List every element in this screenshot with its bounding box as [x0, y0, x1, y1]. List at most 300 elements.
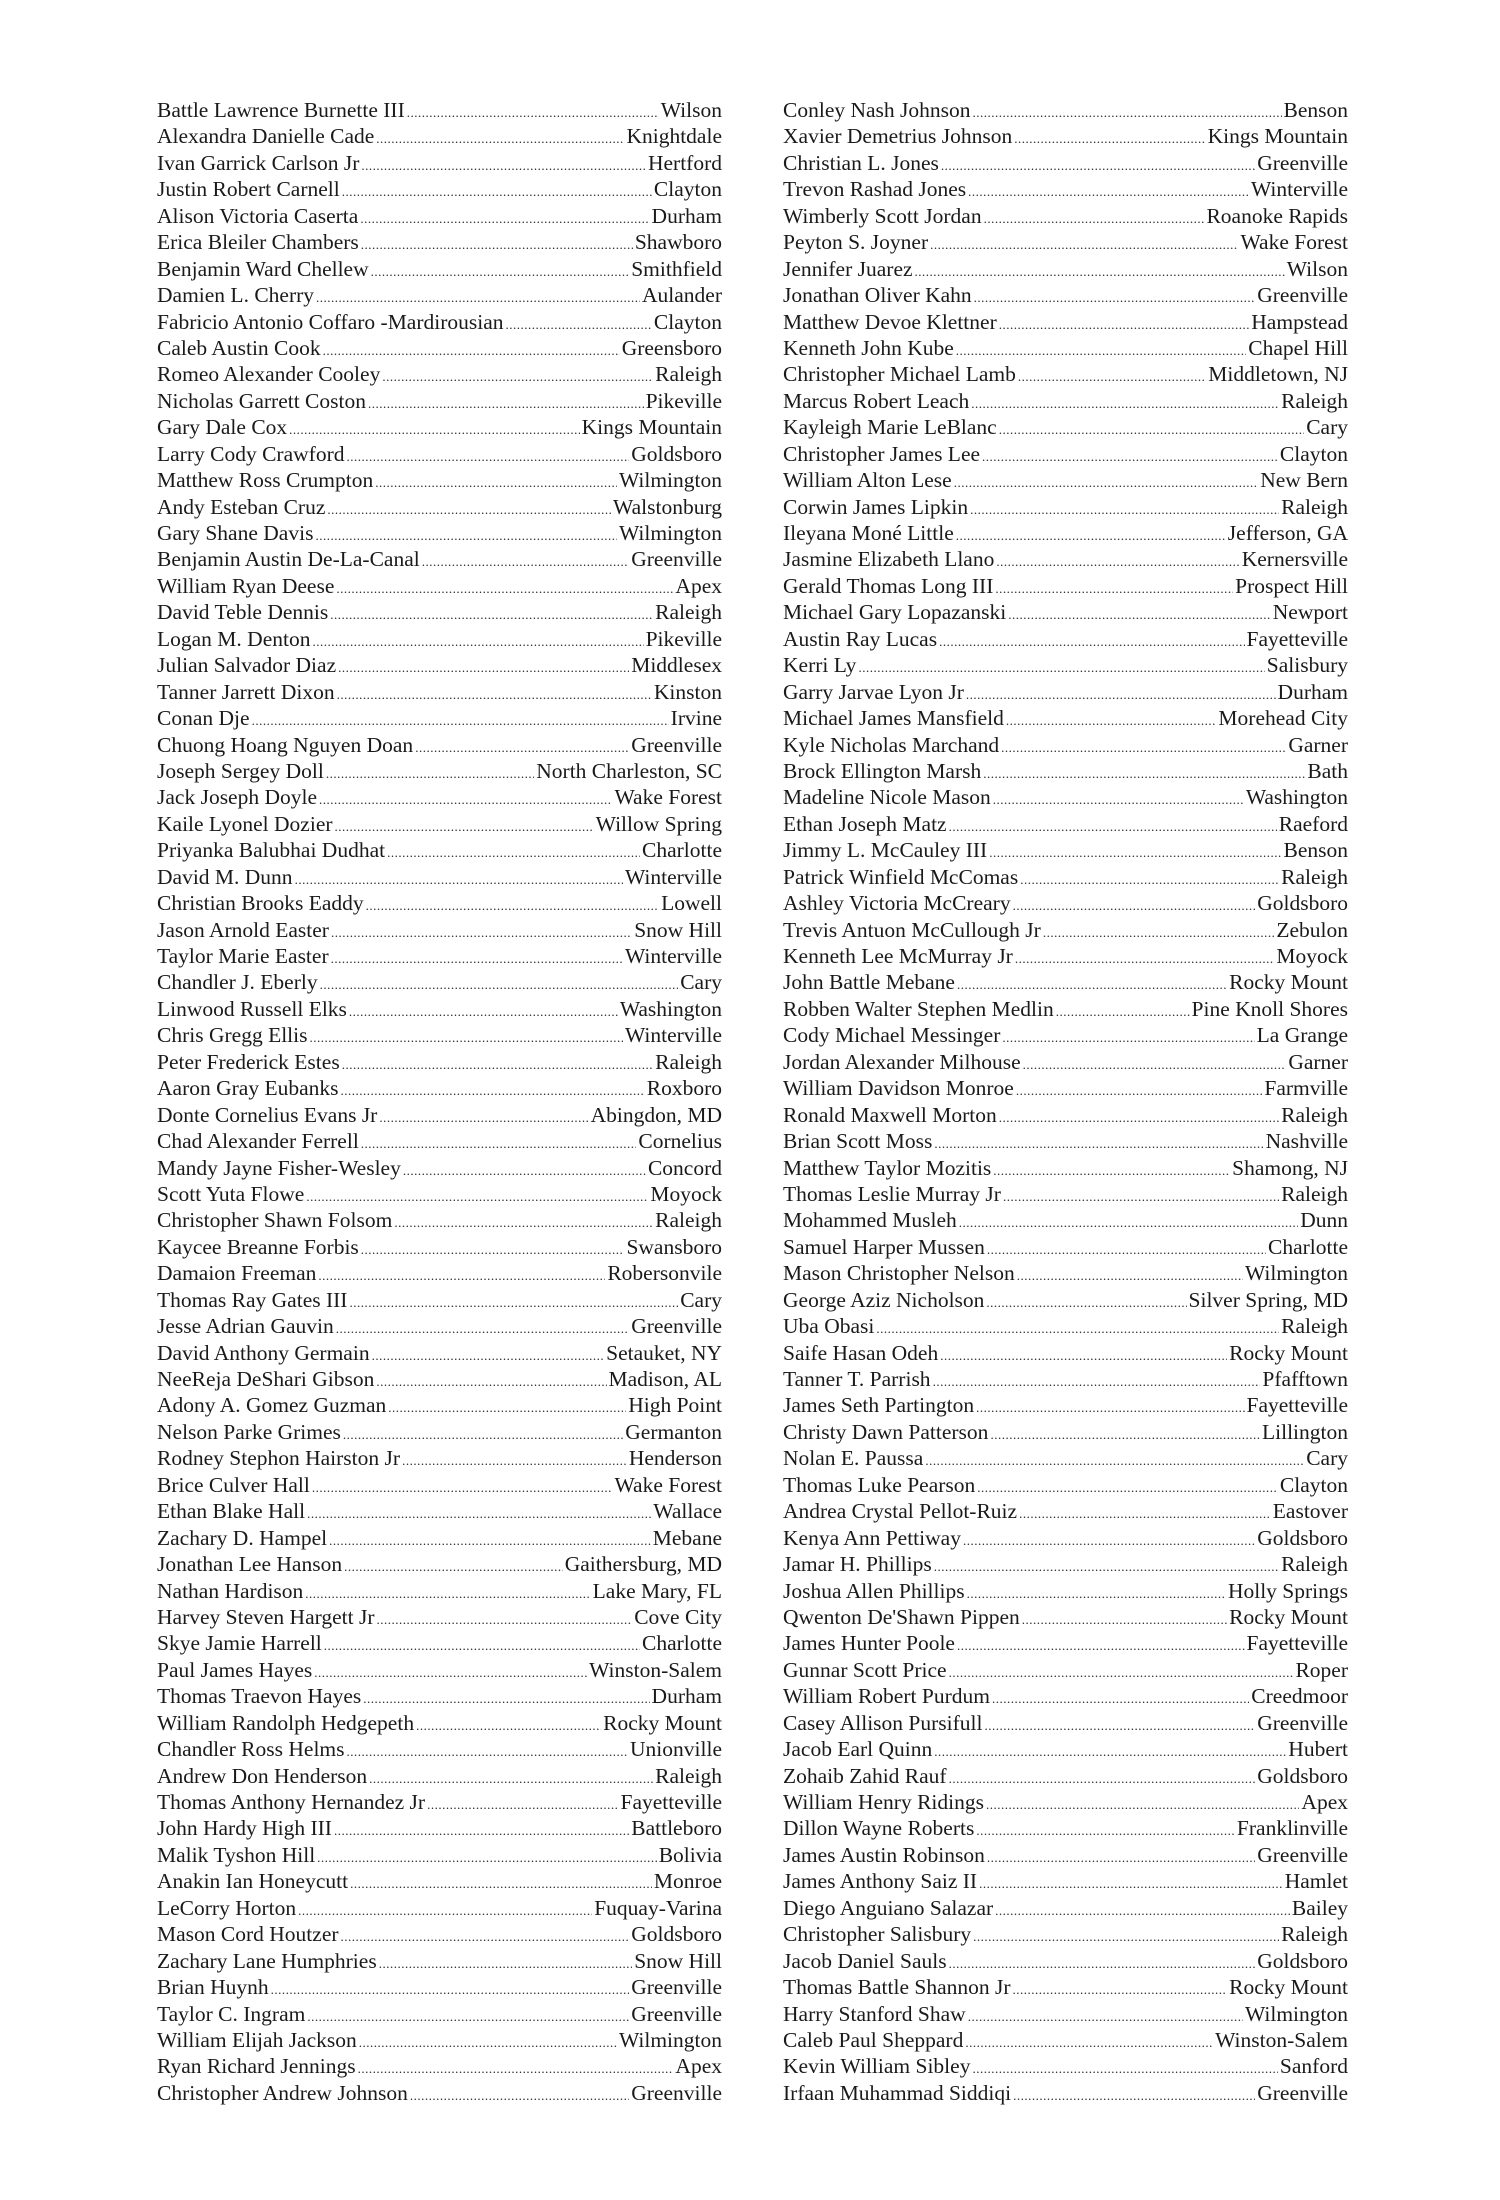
- list-entry: [783, 335, 1348, 361]
- entry-name: Jason Arnold Easter: [157, 917, 329, 942]
- entry-name: Conan Dje: [157, 706, 250, 731]
- dot-leader: [298, 1898, 592, 1924]
- dot-leader: [376, 126, 624, 152]
- entry-hometown: La Grange: [1256, 1023, 1348, 1048]
- list-entry: [783, 229, 1348, 255]
- entry-hometown: Farmville: [1264, 1076, 1348, 1101]
- dot-leader: [317, 1845, 657, 1871]
- entry-name: Irfaan Muhammad Siddiqi: [783, 2080, 1012, 2105]
- entry-name: Dillon Wayne Roberts: [783, 1816, 975, 1841]
- list-entry: [157, 467, 722, 493]
- entry-hometown: Moyock: [1276, 944, 1348, 968]
- entry-name: Joshua Allen Phillips: [783, 1578, 965, 1603]
- list-entry: [157, 1207, 722, 1233]
- entry-hometown: Charlotte: [641, 1631, 722, 1656]
- list-entry: [157, 1974, 722, 2000]
- entry-hometown: Durham: [651, 1684, 722, 1709]
- dot-leader: [995, 576, 1233, 602]
- entry-hometown: Greenville: [631, 1975, 722, 2000]
- list-entry: [157, 679, 722, 705]
- entry-hometown: Pikeville: [645, 388, 722, 413]
- entry-name: David Teble Dennis: [157, 600, 329, 625]
- list-entry: [783, 1260, 1348, 1286]
- list-entry: [783, 1578, 1348, 1604]
- dot-leader: [336, 1316, 630, 1342]
- dot-leader: [954, 470, 1259, 496]
- list-entry: [783, 1287, 1348, 1313]
- entry-hometown: Rocky Mount: [1229, 1340, 1348, 1365]
- entry-hometown: Fayetteville: [1246, 1631, 1348, 1656]
- entry-name: Jordan Alexander Milhouse: [783, 1049, 1021, 1074]
- entry-name: Saife Hasan Odeh: [783, 1340, 939, 1365]
- dot-leader: [1001, 735, 1286, 761]
- list-entry: [783, 520, 1348, 546]
- entry-hometown: Mebane: [652, 1525, 722, 1550]
- entry-name: NeeReja DeShari Gibson: [157, 1367, 375, 1391]
- list-entry: [157, 282, 722, 308]
- entry-name: LeCorry Horton: [157, 1895, 297, 1920]
- dot-leader: [959, 1210, 1298, 1236]
- list-entry: [157, 1683, 722, 1709]
- dot-leader: [1016, 1078, 1263, 1104]
- dot-leader: [347, 1739, 629, 1765]
- entry-name: Linwood Russell Elks: [157, 996, 347, 1021]
- entry-hometown: Snow Hill: [634, 1948, 722, 1973]
- entry-name: Thomas Leslie Murray Jr: [783, 1181, 1001, 1206]
- list-entry: [157, 150, 722, 176]
- entry-hometown: Wilmington: [1244, 2001, 1348, 2026]
- entry-name: James Anthony Saiz II: [783, 1869, 978, 1894]
- list-entry: [157, 97, 722, 123]
- entry-name: David Anthony Germain: [157, 1340, 370, 1365]
- entry-hometown: Raleigh: [1281, 1922, 1348, 1947]
- entry-name: Jacob Earl Quinn: [783, 1737, 933, 1762]
- entry-name: Kayleigh Marie LeBlanc: [783, 415, 997, 440]
- dot-leader: [986, 1290, 1186, 1316]
- entry-name: Romeo Alexander Cooley: [157, 362, 381, 387]
- entry-name: Chandler J. Eberly: [157, 970, 318, 995]
- list-entry: [783, 573, 1348, 599]
- entry-hometown: Gaithersburg, MD: [564, 1552, 722, 1577]
- dot-leader: [382, 364, 653, 390]
- entry-name: Andrea Crystal Pellot-Ruiz: [783, 1499, 1018, 1524]
- entry-hometown: Winston-Salem: [1215, 2027, 1348, 2052]
- list-entry: [157, 890, 722, 916]
- list-entry: [783, 282, 1348, 308]
- name-list-right-column: [783, 97, 1348, 2106]
- entry-name: James Seth Partington: [783, 1393, 975, 1418]
- dot-leader: [379, 1105, 588, 1131]
- entry-hometown: Sanford: [1279, 2054, 1348, 2079]
- dot-leader: [1008, 602, 1270, 628]
- list-entry: [157, 1049, 722, 1075]
- entry-hometown: Benson: [1283, 838, 1348, 863]
- dot-leader: [366, 893, 659, 919]
- list-entry: [157, 441, 722, 467]
- list-entry: [157, 309, 722, 335]
- entry-name: Jonathan Lee Hanson: [157, 1552, 343, 1577]
- list-entry: [157, 414, 722, 440]
- entry-name: Samuel Harper Mussen: [783, 1234, 985, 1259]
- entry-name: Julian Salvador Diaz: [157, 653, 337, 678]
- entry-name: Kenya Ann Pettiway: [783, 1525, 961, 1550]
- entry-hometown: Cary: [680, 1287, 722, 1312]
- entry-name: Zachary D. Hampel: [157, 1525, 328, 1550]
- entry-name: Paul James Hayes: [157, 1657, 313, 1682]
- entry-hometown: Holly Springs: [1227, 1578, 1348, 1603]
- dot-leader: [331, 920, 632, 946]
- entry-hometown: Chapel Hill: [1248, 335, 1348, 360]
- list-entry: [783, 309, 1348, 335]
- dot-leader: [349, 999, 618, 1025]
- list-entry: [157, 1630, 722, 1656]
- entry-hometown: Hampstead: [1251, 309, 1348, 334]
- entry-name: Tanner T. Parrish: [783, 1367, 931, 1391]
- entry-name: Jesse Adrian Gauvin: [157, 1314, 334, 1339]
- entry-name: Battle Lawrence Burnette III: [157, 98, 405, 122]
- entry-hometown: Apex: [675, 2054, 722, 2079]
- entry-hometown: Monroe: [653, 1869, 722, 1894]
- dot-leader: [949, 1660, 1294, 1686]
- dot-leader: [361, 1131, 637, 1157]
- entry-name: Chad Alexander Ferrell: [157, 1129, 359, 1154]
- entry-hometown: Bolivia: [658, 1842, 722, 1867]
- list-entry: [783, 388, 1348, 414]
- list-entry: [157, 784, 722, 810]
- entry-name: Nathan Hardison: [157, 1578, 304, 1603]
- entry-name: Qwenton De'Shawn Pippen: [783, 1604, 1020, 1629]
- dot-leader: [361, 153, 646, 179]
- list-entry: [783, 176, 1348, 202]
- entry-hometown: Garner: [1288, 1049, 1348, 1074]
- list-entry: [783, 2080, 1348, 2106]
- list-entry: [157, 943, 722, 969]
- entry-hometown: Hamlet: [1284, 1869, 1348, 1894]
- entry-hometown: Kings Mountain: [581, 415, 722, 440]
- list-entry: [157, 969, 722, 995]
- dot-leader: [972, 2056, 1277, 2082]
- entry-hometown: Lowell: [661, 891, 722, 916]
- entry-name: Chandler Ross Helms: [157, 1737, 345, 1762]
- entry-hometown: Swansboro: [626, 1234, 722, 1259]
- entry-hometown: Wilmington: [618, 468, 722, 493]
- dot-leader: [394, 1210, 653, 1236]
- entry-name: Jacob Daniel Sauls: [783, 1948, 947, 1973]
- list-entry: [157, 1604, 722, 1630]
- entry-name: Garry Jarvae Lyon Jr: [783, 679, 964, 704]
- entry-hometown: Washington: [1245, 785, 1348, 810]
- list-entry: [783, 1181, 1348, 1207]
- list-entry: [783, 1789, 1348, 1815]
- entry-name: Thomas Anthony Hernandez Jr: [157, 1790, 426, 1814]
- dot-leader: [976, 1818, 1235, 1844]
- entry-hometown: Pfafftown: [1262, 1367, 1348, 1391]
- list-entry: [783, 996, 1348, 1022]
- entry-hometown: Battleboro: [631, 1816, 722, 1841]
- list-entry: [157, 1234, 722, 1260]
- entry-name: Ryan Richard Jennings: [157, 2054, 356, 2079]
- list-entry: [157, 1578, 722, 1604]
- list-entry: [157, 1948, 722, 1974]
- dot-leader: [310, 1025, 623, 1051]
- entry-name: William Ryan Deese: [157, 573, 335, 598]
- entry-name: Taylor Marie Easter: [157, 944, 329, 968]
- list-entry: [157, 573, 722, 599]
- entry-name: William Henry Ridings: [783, 1790, 984, 1814]
- list-entry: [783, 1895, 1348, 1921]
- list-entry: [157, 256, 722, 282]
- list-entry: [157, 494, 722, 520]
- dot-leader: [963, 1528, 1255, 1554]
- list-entry: [783, 467, 1348, 493]
- list-entry: [783, 890, 1348, 916]
- entry-hometown: Apex: [675, 573, 722, 598]
- entry-name: Peyton S. Joyner: [783, 230, 929, 255]
- entry-hometown: Goldsboro: [631, 441, 722, 466]
- list-entry: [157, 1815, 722, 1841]
- list-entry: [783, 758, 1348, 784]
- list-entry: [783, 1313, 1348, 1339]
- entry-hometown: Fayetteville: [620, 1790, 722, 1814]
- entry-name: Xavier Demetrius Johnson: [783, 124, 1013, 149]
- entry-hometown: Creedmoor: [1251, 1684, 1348, 1709]
- list-entry: [157, 1710, 722, 1736]
- dot-leader: [271, 1977, 630, 2003]
- entry-hometown: Washington: [619, 996, 722, 1021]
- dot-leader: [1013, 893, 1256, 919]
- entry-hometown: Unionville: [630, 1737, 722, 1762]
- entry-hometown: Raleigh: [1281, 1181, 1348, 1206]
- entry-hometown: Greensboro: [621, 335, 722, 360]
- dot-leader: [982, 444, 1278, 470]
- entry-hometown: Greenville: [1257, 2080, 1348, 2105]
- dot-leader: [359, 2030, 617, 2056]
- list-entry: [783, 1657, 1348, 1683]
- dot-leader: [977, 1475, 1278, 1501]
- dot-leader: [387, 840, 640, 866]
- list-entry: [783, 546, 1348, 572]
- entry-name: Michael Gary Lopazanski: [783, 600, 1007, 625]
- entry-hometown: Greenville: [631, 2080, 722, 2105]
- list-entry: [783, 1948, 1348, 1974]
- list-entry: [157, 1789, 722, 1815]
- entry-name: William Davidson Monroe: [783, 1076, 1014, 1101]
- entry-hometown: Rocky Mount: [603, 1710, 722, 1735]
- entry-name: Nicholas Garrett Coston: [157, 388, 366, 413]
- entry-name: Christopher Shawn Folsom: [157, 1208, 393, 1233]
- entry-name: Chuong Hoang Nguyen Doan: [157, 732, 414, 757]
- list-entry: [783, 679, 1348, 705]
- list-entry: [783, 1366, 1348, 1392]
- entry-hometown: Wilson: [660, 98, 722, 122]
- list-entry: [157, 837, 722, 863]
- dot-leader: [336, 576, 673, 602]
- entry-name: Christopher James Lee: [783, 441, 981, 466]
- entry-hometown: Wilmington: [1244, 1261, 1348, 1286]
- list-entry: [157, 1895, 722, 1921]
- entry-name: Damaion Freeman: [157, 1261, 317, 1286]
- list-entry: [157, 203, 722, 229]
- entry-name: Jimmy L. McCauley III: [783, 838, 988, 863]
- dot-leader: [990, 1422, 1260, 1448]
- dot-leader: [995, 1898, 1290, 1924]
- dot-leader: [342, 1052, 653, 1078]
- dot-leader: [319, 787, 612, 813]
- entry-hometown: Robersonvile: [607, 1261, 722, 1286]
- entry-name: Harry Stanford Shaw: [783, 2001, 966, 2026]
- entry-hometown: Raleigh: [655, 1763, 722, 1788]
- dot-leader: [388, 1395, 626, 1421]
- entry-name: Matthew Devoe Klettner: [783, 309, 997, 334]
- dot-leader: [427, 1792, 618, 1818]
- list-entry: [157, 1472, 722, 1498]
- list-entry: [157, 1551, 722, 1577]
- list-entry: [783, 1049, 1348, 1075]
- list-entry: [783, 917, 1348, 943]
- entry-name: Logan M. Denton: [157, 626, 311, 651]
- list-entry: [783, 1340, 1348, 1366]
- entry-name: Corwin James Lipkin: [783, 494, 969, 519]
- entry-name: Brock Ellington Marsh: [783, 758, 982, 783]
- list-entry: [157, 388, 722, 414]
- list-entry: [157, 1842, 722, 1868]
- entry-hometown: Kinston: [653, 679, 722, 704]
- dot-leader: [376, 1369, 606, 1395]
- entry-name: Ivan Garrick Carlson Jr: [157, 150, 360, 175]
- dot-leader: [996, 549, 1239, 575]
- list-entry: [157, 1392, 722, 1418]
- entry-hometown: Henderson: [628, 1446, 722, 1471]
- dot-leader: [344, 1554, 563, 1580]
- dot-leader: [338, 655, 629, 681]
- dot-leader: [1003, 1184, 1279, 1210]
- dot-leader: [941, 153, 1255, 179]
- entry-name: Skye Jamie Harrell: [157, 1631, 322, 1656]
- entry-hometown: Winterville: [624, 944, 722, 968]
- entry-name: William Robert Purdum: [783, 1684, 990, 1709]
- entry-name: Donte Cornelius Evans Jr: [157, 1102, 378, 1127]
- dot-leader: [987, 1845, 1255, 1871]
- entry-hometown: Clayton: [1279, 441, 1348, 466]
- entry-name: Kevin William Sibley: [783, 2054, 971, 2079]
- entry-name: Larry Cody Crawford: [157, 441, 345, 466]
- entry-name: Trevon Rashad Jones: [783, 177, 967, 202]
- list-entry: [783, 626, 1348, 652]
- dot-leader: [956, 523, 1226, 549]
- entry-name: Fabricio Antonio Coffaro -Mardirousian: [157, 309, 504, 334]
- entry-hometown: Wake Forest: [614, 785, 722, 810]
- list-entry: [783, 943, 1348, 969]
- entry-hometown: Middlesex: [631, 653, 722, 678]
- entry-name: Rodney Stephon Hairston Jr: [157, 1446, 401, 1471]
- entry-hometown: Winterville: [624, 1023, 722, 1048]
- list-entry: [783, 123, 1348, 149]
- entry-name: Alison Victoria Caserta: [157, 203, 359, 228]
- list-entry: [783, 1974, 1348, 2000]
- entry-hometown: Goldsboro: [1257, 891, 1348, 916]
- entry-hometown: Pine Knoll Shores: [1191, 996, 1348, 1021]
- entry-name: Justin Robert Carnell: [157, 177, 340, 202]
- list-entry: [157, 1763, 722, 1789]
- entry-name: William Elijah Jackson: [157, 2027, 357, 2052]
- entry-hometown: Jefferson, GA: [1227, 521, 1348, 545]
- dot-leader: [1018, 364, 1206, 390]
- list-entry: [783, 1921, 1348, 1947]
- list-entry: [157, 2053, 722, 2079]
- dot-leader: [1056, 999, 1190, 1025]
- dot-leader: [999, 312, 1250, 338]
- list-entry: [783, 494, 1348, 520]
- list-entry: [783, 150, 1348, 176]
- entry-hometown: Smithfield: [631, 256, 722, 281]
- entry-name: David M. Dunn: [157, 864, 293, 889]
- entry-hometown: Goldsboro: [1257, 1525, 1348, 1550]
- entry-name: Patrick Winfield McComas: [783, 864, 1019, 889]
- dot-leader: [330, 602, 653, 628]
- entry-name: Ethan Joseph Matz: [783, 811, 947, 836]
- dot-leader: [342, 179, 652, 205]
- list-entry: [783, 1128, 1348, 1154]
- dot-leader: [407, 100, 659, 126]
- entry-hometown: Clayton: [653, 309, 722, 334]
- entry-name: Mohammed Musleh: [783, 1208, 957, 1233]
- dot-leader: [361, 1237, 625, 1263]
- list-entry: [783, 2001, 1348, 2027]
- dot-leader: [993, 1158, 1230, 1184]
- entry-name: Gary Dale Cox: [157, 415, 288, 440]
- entry-name: Benjamin Austin De-La-Canal: [157, 547, 420, 572]
- list-entry: [783, 256, 1348, 282]
- entry-hometown: Wilson: [1286, 256, 1348, 281]
- list-entry: [783, 864, 1348, 890]
- list-entry: [157, 1287, 722, 1313]
- entry-hometown: Fayetteville: [1246, 1393, 1348, 1418]
- list-entry: [783, 732, 1348, 758]
- entry-name: Trevis Antuon McCullough Jr: [783, 917, 1041, 942]
- entry-name: Nolan E. Paussa: [783, 1446, 924, 1471]
- list-entry: [157, 1736, 722, 1762]
- list-entry: [783, 1445, 1348, 1471]
- entry-name: Nelson Parke Grimes: [157, 1419, 341, 1444]
- list-entry: [157, 1340, 722, 1366]
- list-entry: [783, 1551, 1348, 1577]
- list-entry: [157, 626, 722, 652]
- entry-name: Ileyana Moné Little: [783, 521, 954, 545]
- list-entry: [783, 1102, 1348, 1128]
- list-entry: [783, 1842, 1348, 1868]
- entry-hometown: Bailey: [1291, 1895, 1348, 1920]
- list-entry: [783, 1498, 1348, 1524]
- entry-name: Andrew Don Henderson: [157, 1763, 368, 1788]
- entry-hometown: Lillington: [1262, 1419, 1348, 1444]
- dot-leader: [989, 840, 1281, 866]
- entry-hometown: Winterville: [624, 864, 722, 889]
- entry-hometown: Abingdon, MD: [590, 1102, 722, 1127]
- list-entry: [783, 2027, 1348, 2053]
- entry-hometown: Knightdale: [626, 124, 722, 149]
- list-entry: [783, 1868, 1348, 1894]
- dot-leader: [375, 470, 617, 496]
- dot-leader: [940, 1343, 1227, 1369]
- entry-name: Priyanka Balubhai Dudhat: [157, 838, 386, 863]
- dot-leader: [307, 1501, 651, 1527]
- entry-hometown: Hubert: [1288, 1737, 1348, 1762]
- dot-leader: [999, 417, 1304, 443]
- entry-hometown: Kings Mountain: [1207, 124, 1348, 149]
- name-list-left-column: [157, 97, 722, 2106]
- list-entry: [783, 97, 1348, 123]
- list-entry: [783, 1022, 1348, 1048]
